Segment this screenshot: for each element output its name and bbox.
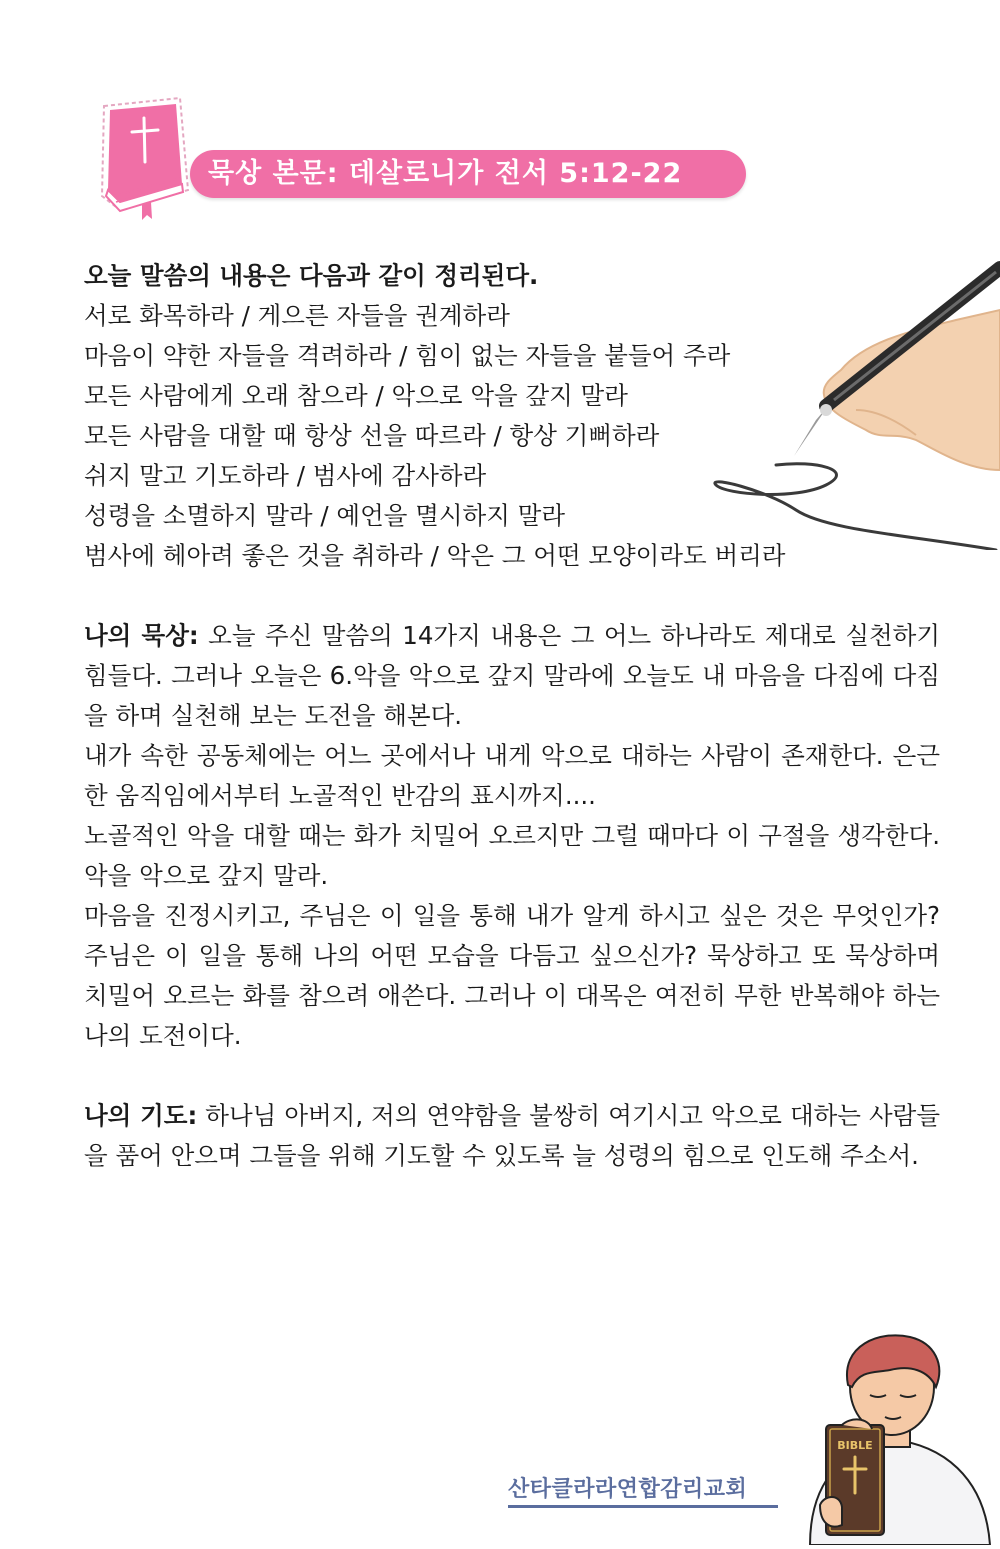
summary-line: 범사에 헤아려 좋은 것을 취하라 / 악은 그 어떤 모양이라도 버리라	[84, 541, 786, 570]
meditation-paragraph	[84, 616, 940, 736]
summary-line: 쉬지 말고 기도하라 / 범사에 감사하라	[84, 461, 487, 490]
prayer-text: 하나님 아버지, 저의 연약함을 불쌍히 여기시고 악으로 대하는 사람들을 품어 안으며 그들을 위해 기도할 수 있도록 늘 성령의 힘으로 인도해 주소서.	[84, 1101, 941, 1170]
summary-line: 서로 화목하라 / 게으른 자들을 권계하라	[84, 301, 510, 330]
bible-book-icon	[84, 92, 204, 226]
meditation-paragraph: 내가 속한 공동체에는 어느 곳에서나 내게 악으로 대하는 사람이 존재한다. 은근한 움직임에서부터 노골적인 반감의 표시까지....	[84, 741, 940, 810]
church-name-underline	[508, 1505, 778, 1508]
summary-line: 모든 사람에게 오래 참으라 / 악으로 악을 갚지 말라	[84, 381, 628, 410]
bible-cover-text: BIBLE	[837, 1439, 873, 1452]
prayer-paragraph	[84, 1096, 940, 1176]
summary-lead: 오늘 말씀의 내용은 다음과 같이 정리된다.	[84, 261, 539, 290]
meditation-section	[84, 616, 940, 1056]
prayer-section	[84, 1096, 940, 1176]
summary-line: 모든 사람을 대할 때 항상 선을 따르라 / 항상 기뻐하라	[84, 421, 660, 450]
praying-man-illustration	[790, 1325, 1000, 1549]
meditation-text: 오늘 주신 말씀의 14가지 내용은 그 어느 하나라도 제대로 실천하기 힘들다. 그러나 오늘은 6.악을 악으로 갚지 말라에 오늘도 내 마음을 다짐에 다짐을 하며 실천해 보는 도전을 해본다.	[84, 621, 940, 730]
page-title: 묵상 본문: 데살로니가 전서 5:12-22	[208, 158, 683, 189]
prayer-label: 나의 기도:	[84, 1101, 198, 1130]
meditation-paragraph: 노골적인 악을 대할 때는 화가 치밀어 오르지만 그럴 때마다 이 구절을 생각한다. 악을 악으로 갚지 말라.	[84, 821, 940, 890]
church-name: 산타클라라연합감리교회	[508, 1477, 748, 1502]
summary-line: 성령을 소멸하지 말라 / 예언을 멸시하지 말라	[84, 501, 565, 530]
summary-line: 마음이 약한 자들을 격려하라 / 힘이 없는 자들을 붙들어 주라	[84, 341, 731, 370]
summary-section	[84, 256, 804, 576]
meditation-paragraph: 마음을 진정시키고, 주님은 이 일을 통해 내가 알게 하시고 싶은 것은 무엇인가? 주님은 이 일을 통해 나의 어떤 모습을 다듬고 싶으신가? 묵상하고 또 묵상하며 치밀어 오르는 화를 참으려 애쓴다. 그러나 이 대목은 여전히 무한 반복해야 하는 나의 도전이다.	[84, 901, 940, 1050]
meditation-label: 나의 묵상:	[84, 621, 199, 650]
